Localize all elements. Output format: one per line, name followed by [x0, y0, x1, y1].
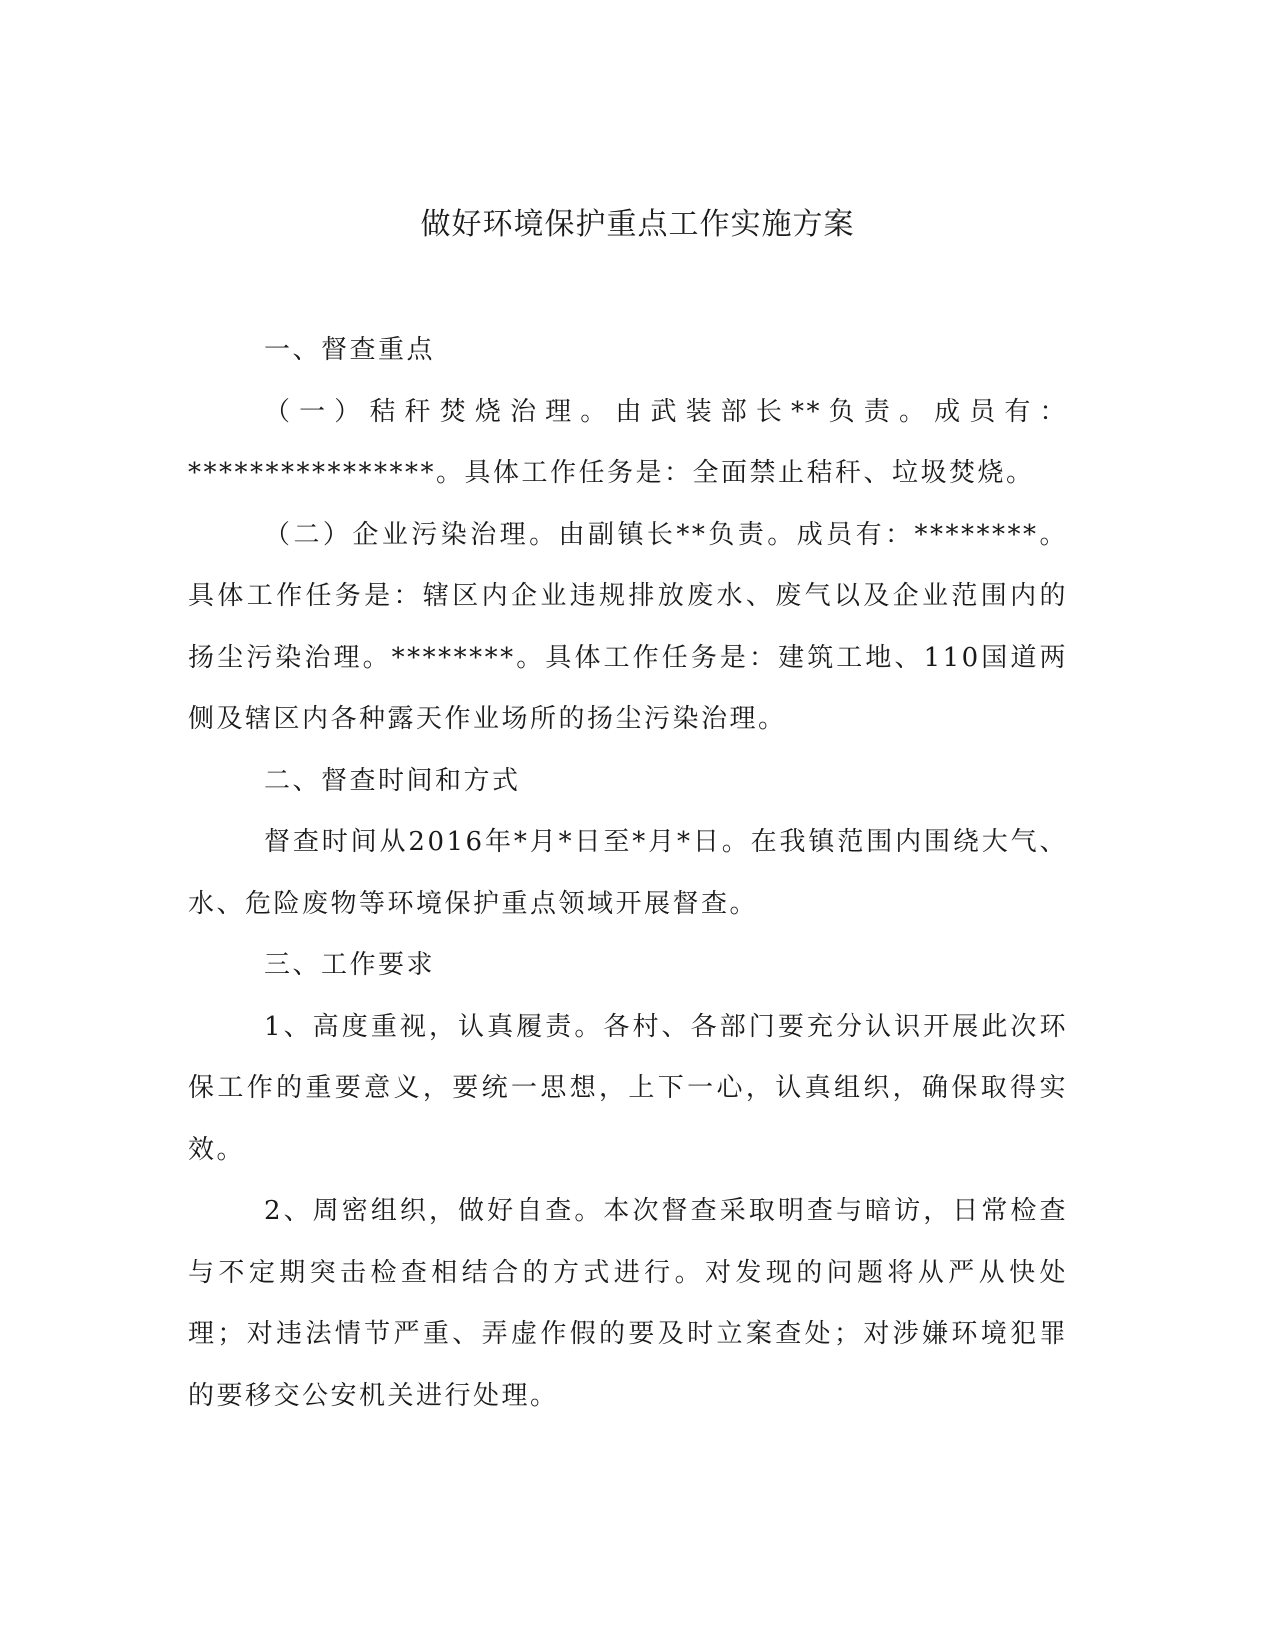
- section-heading-1: 一、督查重点: [264, 335, 436, 365]
- section-heading-3: 三、工作要求: [264, 950, 436, 980]
- document-body: [188, 320, 1068, 1427]
- paragraph-straw-burning: （一）秸秆焚烧治理。由武装部长**负责。成员有：****************。具体工作任务是：全面禁止秸秆、垃圾焚烧。: [188, 396, 1068, 488]
- section-heading-2: 二、督查时间和方式: [264, 765, 521, 796]
- paragraph-inspection-time: 督查时间从2016年*月*日至*月*日。在我镇范围内围绕大气、水、危险废物等环境保护重点领域开展督查。: [188, 827, 1068, 919]
- paragraph-enterprise-pollution: （二）企业污染治理。由副镇长**负责。成员有：********。具体工作任务是：辖区内企业违规排放废水、废气以及企业范围内的扬尘污染治理。********。具体工作任务是：建筑工地、110国道两侧及辖区内各种露天作业场所的扬尘污染治理。: [188, 519, 1068, 734]
- paragraph-requirement-1: 1、高度重视，认真履责。各村、各部门要充分认识开展此次环保工作的重要意义，要统一思想，上下一心，认真组织，确保取得实效。: [188, 1011, 1068, 1165]
- paragraph-requirement-2: 2、周密组织，做好自查。本次督查采取明查与暗访，日常检查与不定期突击检查相结合的方式进行。对发现的问题将从严从快处理；对违法情节严重、弄虚作假的要及时立案查处；对涉嫌环境犯罪的要移交公安机关进行处理。: [188, 1196, 1068, 1411]
- document-title: 做好环境保护重点工作实施方案: [420, 207, 855, 242]
